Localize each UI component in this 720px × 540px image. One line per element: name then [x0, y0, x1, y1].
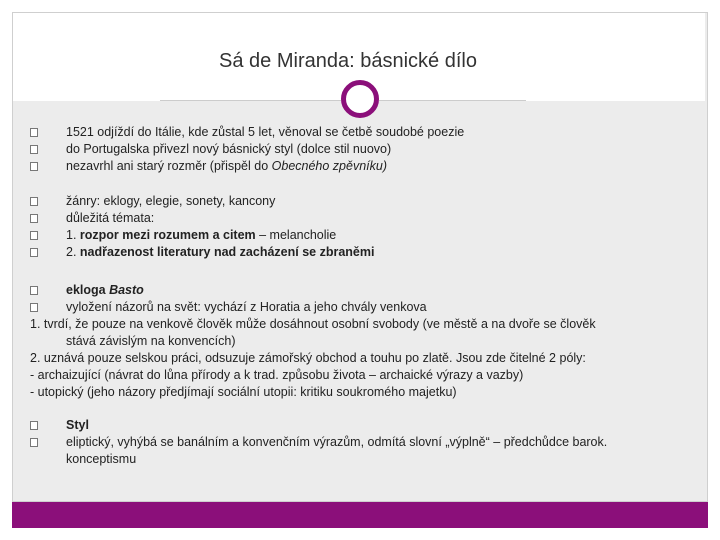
text-line: důležitá témata: — [66, 211, 155, 225]
text-line — [66, 417, 89, 434]
text-line — [66, 158, 387, 175]
text-line — [66, 227, 336, 244]
text-line: vyložení názorů na svět: vychází z Horatia a jeho chvály venkova — [66, 300, 427, 314]
text-line: 1. tvrdí, že pouze na venkově člověk může dosáhnout osobní svobody (ve městě a na dvoře se člověk — [30, 317, 596, 331]
text-line: 2. uznává pouze selskou práci, odsuzuje zámořský obchod a touhu po zlatě. Jsou zde čitelné 2 póly: — [30, 351, 586, 365]
text-line: stává závislým na konvencích) — [66, 334, 236, 348]
text-line: konceptismu — [66, 452, 137, 466]
bullet-icon — [30, 162, 38, 171]
text-segment: nezavrhl ani starý rozměr (přispěl do — [66, 159, 272, 173]
text-line: do Portugalska přivezl nový básnický styl (dolce stil nuovo) — [66, 142, 392, 156]
slide-title: Sá de Miranda: básnické dílo — [219, 50, 477, 72]
italic-text: Basto — [109, 283, 144, 297]
bullet-icon — [30, 421, 38, 430]
bullet-icon — [30, 214, 38, 223]
bullet-icon — [30, 128, 38, 137]
bullet-icon — [30, 286, 38, 295]
text-line — [66, 244, 374, 261]
text-segment: – melancholie — [255, 228, 337, 242]
text-line: žánry: eklogy, elegie, sonety, kancony — [66, 194, 276, 208]
text-line: eliptický, vyhýbá se banálním a konvenčním výrazům, odmítá slovní „výplně“ – předchůdce barok. — [66, 435, 608, 449]
text-segment: 2. — [66, 245, 80, 259]
bullet-icon — [30, 438, 38, 447]
bullet-icon — [30, 248, 38, 257]
bullet-icon — [30, 197, 38, 206]
text-line: - archaizující (návrat do lůna přírody a k trad. způsobu života – archaické výrazy a vazby) — [30, 368, 524, 382]
bold-text: rozpor mezi rozumem a citem — [79, 228, 256, 242]
bullet-icon — [30, 145, 38, 154]
text-line: 1521 odjíždí do Itálie, kde zůstal 5 let, věnoval se četbě soudobé poezie — [66, 125, 465, 139]
bold-text: nadřazenost literatury nad zacházení se zbraněmi — [79, 245, 375, 259]
text-line: - utopický (jeho názory předjímají sociální utopii: kritiku soukromého majetku) — [30, 385, 457, 399]
italic-text: Obecného zpěvníku) — [271, 159, 387, 173]
text-segment: 1. — [66, 228, 80, 242]
bullet-icon — [30, 231, 38, 240]
text-line — [66, 282, 144, 299]
bold-text: Styl — [66, 418, 89, 432]
bullet-icon — [30, 303, 38, 312]
bold-text: ekloga — [66, 283, 110, 297]
